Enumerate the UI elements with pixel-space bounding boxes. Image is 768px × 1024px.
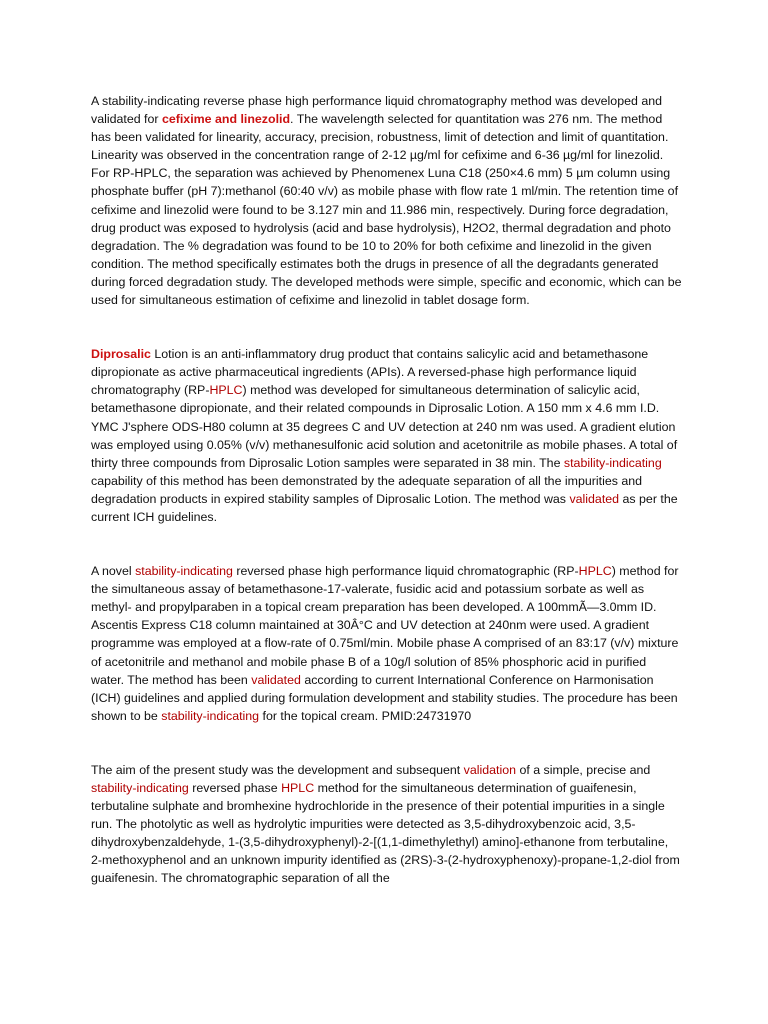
keyword-link[interactable]: HPLC [578,564,612,579]
keyword-link[interactable]: validation [463,762,516,777]
abstract-paragraph-1 [91,92,682,309]
text-run: according to current International Conference on Harmonisation (ICH) guidelines and applied during formulation development and stability studies. The procedure has been shown to be [91,672,678,723]
text-run: A stability-indicating reverse phase high performance liquid chromatography method was developed and validated for [91,94,662,127]
text-run: of a simple, precise and [516,762,651,777]
text-run: as per the current ICH guidelines. [91,491,678,524]
text-run: capability of this method has been demonstrated by the adequate separation of all the impurities and degradation products in expired stability samples of Diprosalic Lotion. The method was [91,473,643,506]
text-run: A novel [91,564,136,579]
keyword-link[interactable]: stability-indicating [161,708,260,723]
keyword-link[interactable]: validated [251,672,301,687]
text-run: ) method for the simultaneous assay of betamethasone-17-valerate, fusidic acid and potassium sorbate as well as methyl- and propylparaben in a topical cream preparation has been developed. A 100mmÃ—3.0mm ID. Ascentis Express C18 column maintained at 30Â°C and UV detection at 240nm were used. A gradient programme was employed at a flow-rate of 0.75ml/min. Mobile phase A comprised of an 83:17 (v/v) mixture of acetonitrile and methanol and mobile phase B of a 10g/l solution of 85% phosphoric acid in purified water. The method has been [91,564,679,687]
text-run: method for the simultaneous determination of guaifenesin, terbutaline sulphate and bromhexine hydrochloride in the presence of their potential impurities in a single run. The photolytic as well as hydrolytic impurities were detected as 3,5-dihydroxybenzoic acid, 3,5-dihydroxybenzaldehyde, 1-(3,5-dihydroxyphenyl)-2-[(1,1-dimethylethyl) amino]-ethanone from terbutaline, 2-methoxyphenol and an unknown impurity identified as (2RS)-3-(2-hydroxyphenoxy)-propane-1,2-diol from guaifenesin. The chromatographic separation of all the [91,781,680,886]
text-run: for the topical cream. PMID:24731970 [259,708,472,723]
keyword-link[interactable]: HPLC [281,781,315,795]
keyword-link[interactable]: validated [569,491,620,506]
keyword-link[interactable]: stability-indicating [91,781,189,795]
keyword-link[interactable]: stability-indicating [563,455,662,470]
keyword-link[interactable]: stability-indicating [135,564,233,579]
text-run: The aim of the present study was the development and subsequent [91,762,464,777]
text-run: ) method was developed for simultaneous determination of salicylic acid, betamethasone dipropionate, and their related compounds in Diprosalic Lotion. A 150 mm x 4.6 mm I.D. YMC J'sphere ODS-H80 column at 35 degrees C and UV detection at 240 nm was used. A gradient elution was employed using 0.05% (v/v) methanesulfonic acid solution and acetonitrile as mobile phases. A total of thirty three compounds from Diprosalic Lotion samples were separated in 38 min. The [91,383,678,470]
text-run: Lotion is an anti-inflammatory drug product that contains salicylic acid and betamethasone dipropionate as active pharmaceutical ingredients (APIs). A reversed-phase high performance liquid chromatography (RP- [91,347,649,398]
abstract-paragraph-3 [91,562,682,725]
abstract-paragraph-2 [91,345,682,526]
text-run: . The wavelength selected for quantitation was 276 nm. The method has been validated for linearity, accuracy, precision, robustness, limit of detection and limit of quantitation. Linearity was observed in the concentration range of 2-12 µg/ml for cefixime and 6-36 µg/ml for linezolid. For RP-HPLC, the separation was achieved by Phenomenex Luna C18 (250×4.6 mm) 5 µm column using phosphate buffer (pH 7):methanol (60:40 v/v) as mobile phase with flow rate 1 ml/min. The retention time of cefixime and linezolid were found to be 3.127 min and 11.986 min, respectively. During force degradation, drug product was exposed to hydrolysis (acid and base hydrolysis), H2O2, thermal degradation and photo degradation. The % degradation was found to be 10 to 20% for both cefixime and linezolid in the given condition. The method specifically estimates both the drugs in presence of all the degradants generated during forced degradation study. The developed methods were simple, specific and economic, which can be used for simultaneous estimation of cefixime and linezolid in tablet dosage form. [91,112,682,308]
abstract-paragraph-4 [91,761,682,888]
highlighted-keyword: cefixime and linezolid [161,112,291,127]
highlighted-keyword: Diprosalic [91,347,151,362]
text-run: reversed phase [188,781,282,795]
keyword-link[interactable]: HPLC [209,383,243,398]
text-run: reversed phase high performance liquid chromatographic (RP- [232,564,579,579]
